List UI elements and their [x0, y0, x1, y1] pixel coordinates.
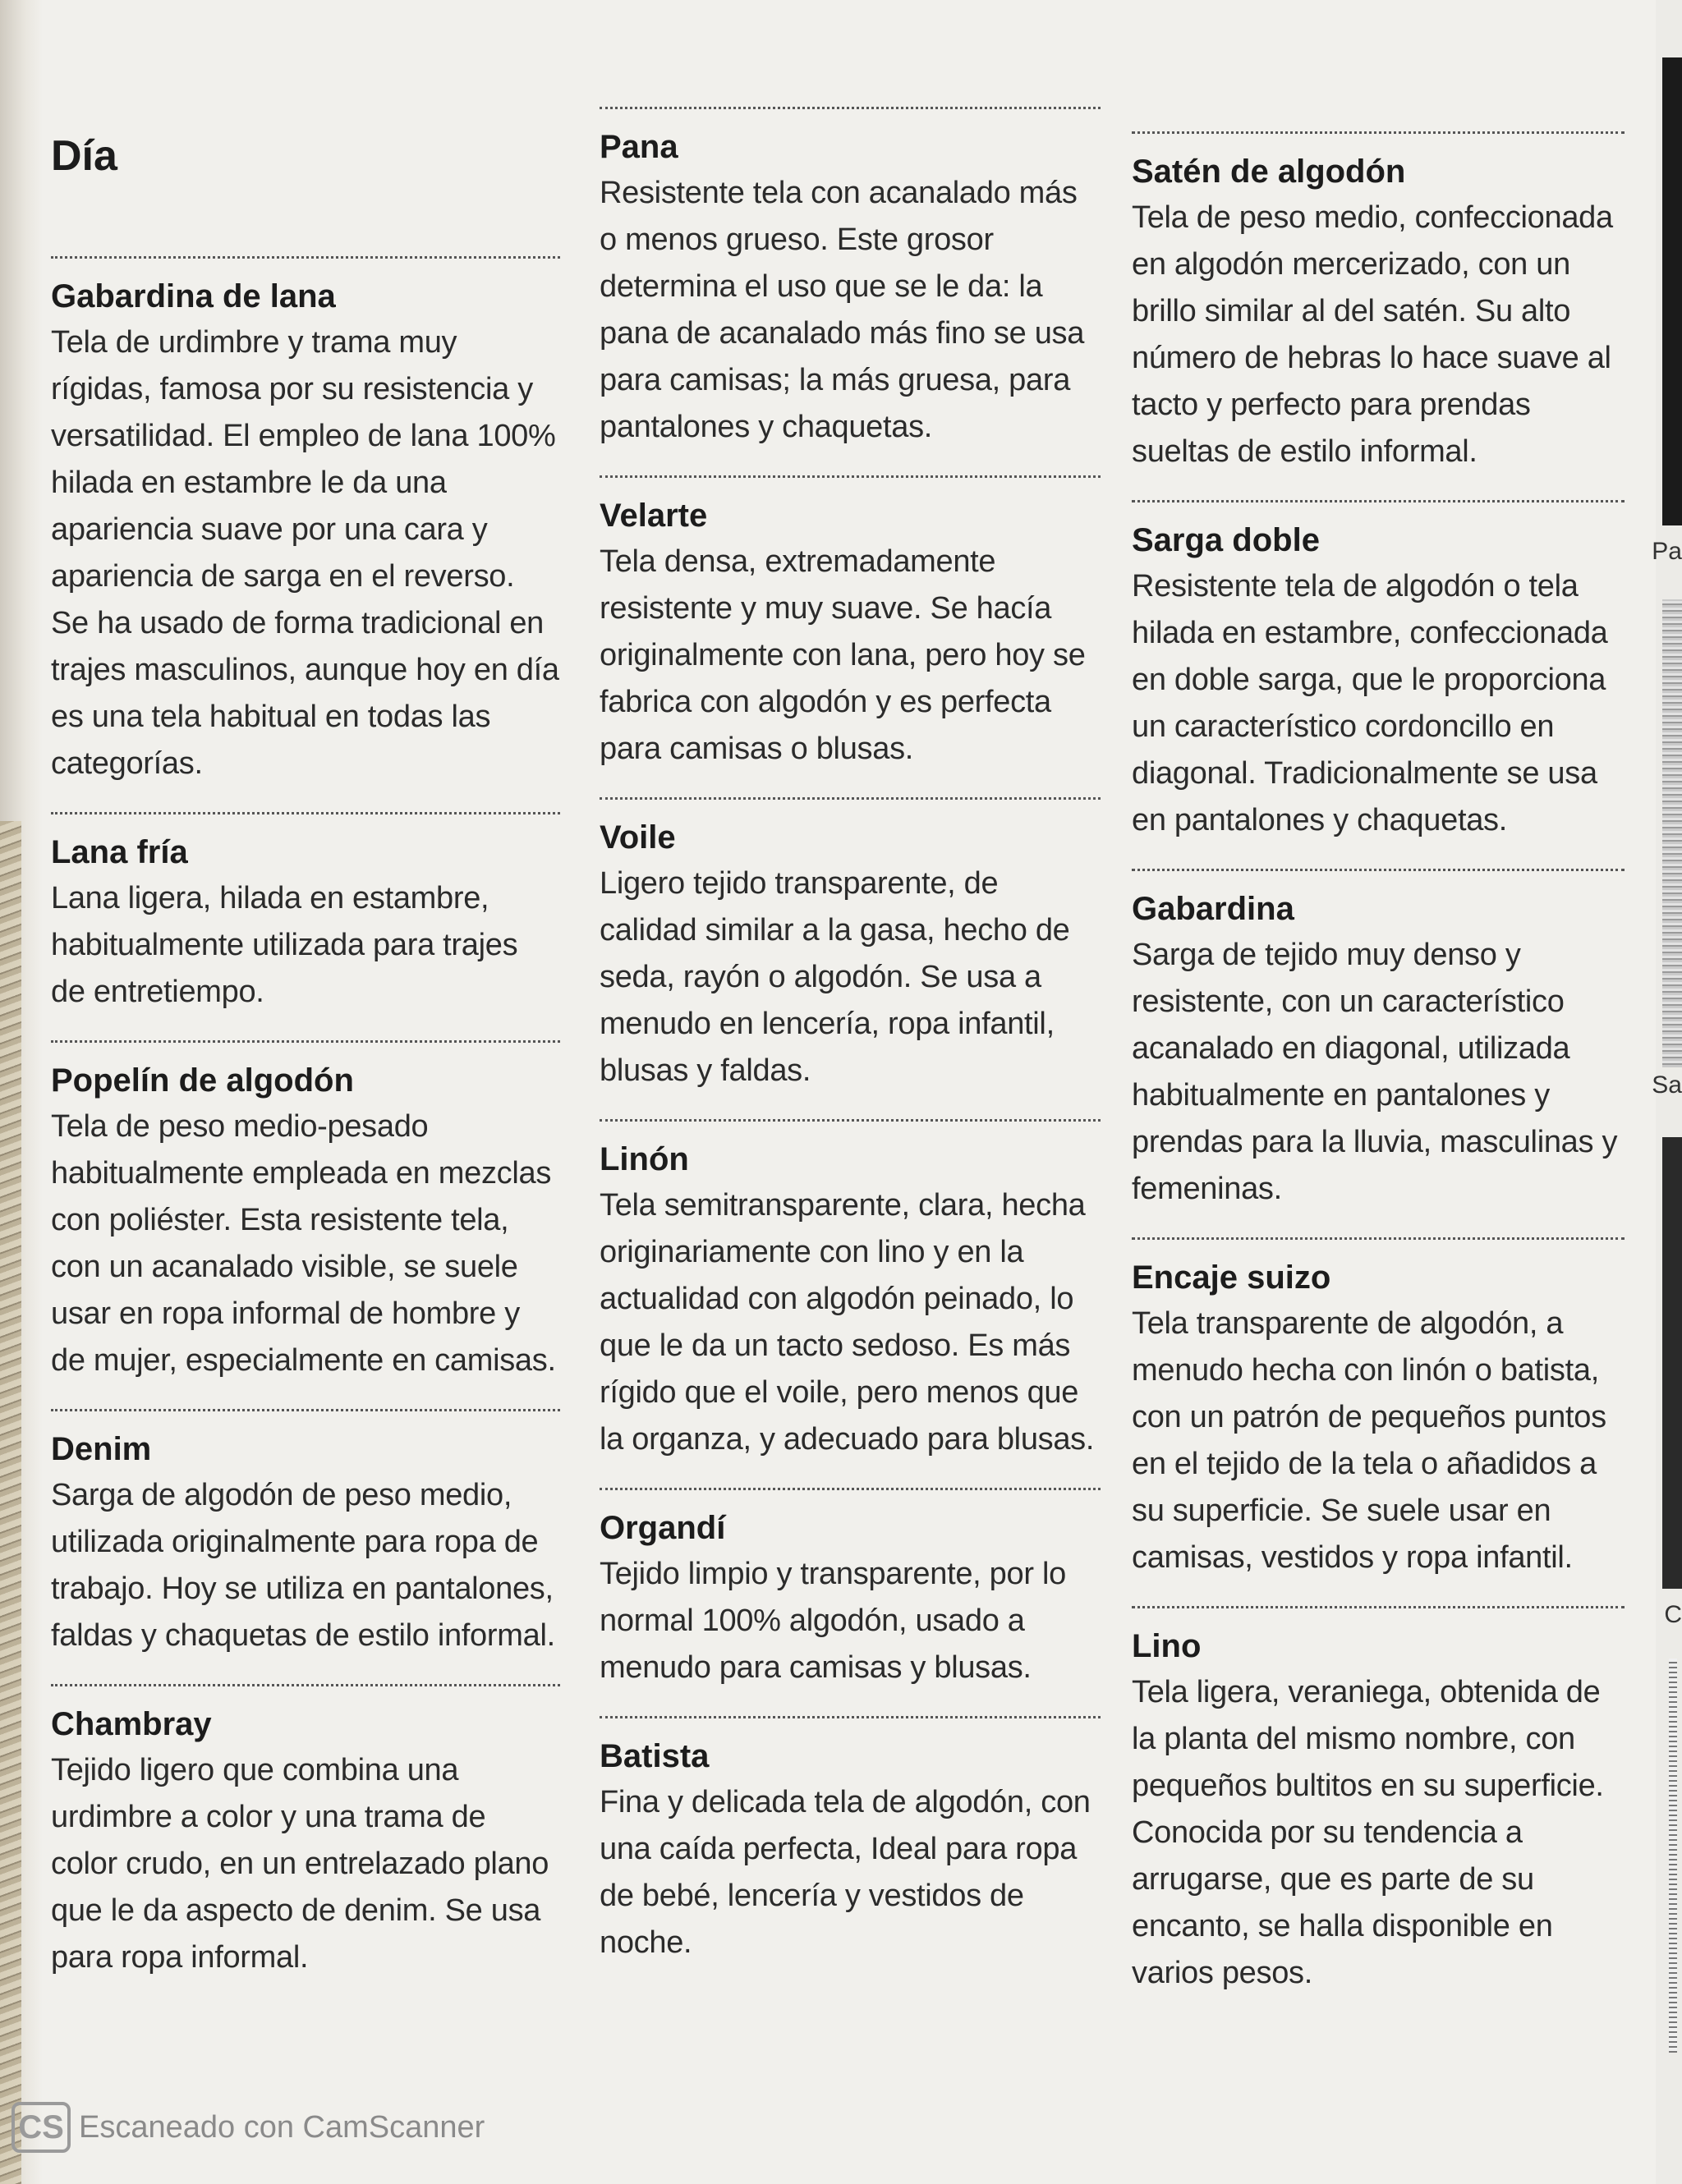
fabric-entry	[600, 1488, 1101, 1691]
fabric-description: Fina y delicada tela de algodón, con una caída perfecta, Ideal para ropa de bebé, lencería y vestidos de noche.	[600, 1785, 1091, 1960]
fabric-title: Popelín de algodón	[51, 1062, 354, 1099]
dotted-divider	[1132, 500, 1625, 502]
dotted-divider	[600, 1716, 1101, 1718]
dotted-divider	[51, 256, 560, 259]
fabric-entry	[51, 256, 560, 787]
fabric-entry	[600, 475, 1101, 773]
fabric-entry	[600, 107, 1101, 451]
fabric-title: Lana fría	[51, 834, 188, 870]
dotted-divider	[51, 1684, 560, 1686]
fabric-description: Tela de peso medio-pesado habitualmente empleada en mezclas con poliéster. Esta resistente tela, con un acanalado visible, se suele usar en ropa informal de hombre y de mujer, especialmente en camisas.	[51, 1109, 556, 1378]
column-2	[600, 107, 1101, 1991]
fabric-description: Tejido ligero que combina una urdimbre a color y una trama de color crudo, en un entrelazado plano que le da aspecto de denim. Se usa para ropa informal.	[51, 1753, 549, 1975]
fabric-description: Resistente tela con acanalado más o menos grueso. Este grosor determina el uso que se le da: la pana de acanalado más fino se usa para camisas; la más gruesa, para pantalones y chaquetas.	[600, 176, 1085, 444]
dotted-divider	[51, 812, 560, 814]
fabric-entry	[1132, 1606, 1625, 1997]
dotted-divider	[600, 107, 1101, 109]
fabric-title: Voile	[600, 819, 676, 856]
fabric-title: Lino	[1132, 1628, 1202, 1664]
camscanner-watermark	[11, 2100, 485, 2154]
fabric-title: Pana	[600, 129, 678, 165]
fabric-title: Batista	[600, 1738, 710, 1774]
fabric-title: Sarga doble	[1132, 522, 1320, 558]
dotted-divider	[600, 797, 1101, 800]
edge-letter: Sa	[1652, 1071, 1682, 1099]
fabric-entry	[51, 1040, 560, 1384]
fabric-description: Tela ligera, veraniega, obtenida de la planta del mismo nombre, con pequeños bultitos en su superficie. Conocida por su tendencia a arrugarse, que es parte de su encanto, se halla disponible en varios pesos.	[1132, 1675, 1604, 1990]
column-1	[51, 131, 560, 2006]
page-title: Día	[51, 132, 117, 180]
fabric-description: Tela transparente de algodón, a menudo hecha con linón o batista, con un patrón de pequeños puntos en el tejido de la tela o añadidos a su superficie. Se suele usar en camisas, vestidos y ropa infantil.	[1132, 1306, 1606, 1575]
fabric-title: Organdí	[600, 1510, 726, 1546]
fabric-description: Sarga de algodón de peso medio, utilizada originalmente para ropa de trabajo. Hoy se utiliza en pantalones, faldas y chaquetas de estilo informal.	[51, 1478, 555, 1653]
fabric-description: Tela densa, extremadamente resistente y muy suave. Se hacía originalmente con lana, pero hoy se fabrica con algodón y es perfecta para camisas o blusas.	[600, 544, 1086, 766]
fabric-entry	[51, 1684, 560, 1981]
fabric-description: Ligero tejido transparente, de calidad similar a la gasa, hecho de seda, rayón o algodón. Se usa a menudo en lencería, ropa infantil, blusas y faldas.	[600, 866, 1070, 1088]
dotted-divider	[1132, 131, 1625, 134]
dotted-divider	[600, 1488, 1101, 1490]
column-3	[1132, 131, 1625, 2021]
fabric-entry	[600, 1716, 1101, 1966]
fabric-description: Tela semitransparente, clara, hecha originariamente con lino y en la actualidad con algodón peinado, lo que le da un tacto sedoso. Es más rígido que el voile, pero menos que la organza, y adecuado para blusas.	[600, 1188, 1095, 1457]
fabric-description: Lana ligera, hilada en estambre, habitualmente utilizada para trajes de entretiempo.	[51, 881, 518, 1009]
fabric-title: Velarte	[600, 498, 708, 534]
edge-letter: C	[1664, 1601, 1682, 1628]
fabric-entry	[1132, 500, 1625, 844]
dotted-divider	[1132, 869, 1625, 871]
fabric-title: Chambray	[51, 1706, 212, 1742]
dotted-divider	[1132, 1606, 1625, 1608]
fabric-entry	[51, 1409, 560, 1659]
edge-letter: Pa	[1652, 538, 1682, 565]
fabric-entry	[1132, 131, 1625, 475]
dotted-divider	[51, 1040, 560, 1043]
dotted-divider	[600, 1119, 1101, 1122]
fabric-title: Gabardina	[1132, 891, 1294, 927]
fabric-description: Tela de peso medio, confeccionada en algodón mercerizado, con un brillo similar al del satén. Su alto número de hebras lo hace suave al tacto y perfecto para prendas sueltas de estilo informal.	[1132, 200, 1613, 469]
fabric-title: Satén de algodón	[1132, 154, 1406, 190]
camscanner-logo-icon: CS	[11, 2102, 71, 2153]
fabric-title: Denim	[51, 1431, 152, 1467]
fabric-description: Resistente tela de algodón o tela hilada en estambre, confeccionada en doble sarga, que le proporciona un característico cordoncillo en diagonal. Tradicionalmente se usa en pantalones y chaquetas.	[1132, 569, 1608, 837]
dotted-divider	[1132, 1237, 1625, 1240]
fabric-title: Gabardina de lana	[51, 278, 336, 314]
scan-binding-texture	[0, 821, 21, 2184]
next-page-swatch	[1662, 57, 1682, 525]
dotted-divider	[600, 475, 1101, 478]
next-page-swatch	[1669, 1659, 1677, 2053]
next-page-swatch	[1662, 599, 1682, 1067]
fabric-title: Encaje suizo	[1132, 1259, 1331, 1296]
fabric-description: Tela de urdimbre y trama muy rígidas, famosa por su resistencia y versatilidad. El empleo de lana 100% hilada en estambre le da una apariencia suave por una cara y apariencia de sarga en el reverso. Se ha usado de forma tradicional en trajes masculinos, aunque hoy en día es una tela habitual en todas las categorías.	[51, 325, 559, 781]
fabric-description: Tejido limpio y transparente, por lo normal 100% algodón, usado a menudo para camisas y blusas.	[600, 1557, 1066, 1685]
fabric-entry	[1132, 869, 1625, 1213]
fabric-description: Sarga de tejido muy denso y resistente, con un característico acanalado en diagonal, utilizada habitualmente en pantalones y prendas para la lluvia, masculinas y femeninas.	[1132, 938, 1618, 1206]
fabric-entry	[600, 797, 1101, 1094]
dotted-divider	[51, 1409, 560, 1411]
watermark-text: Escaneado con CamScanner	[79, 2109, 485, 2145]
next-page-swatch	[1662, 1137, 1682, 1589]
fabric-entry	[51, 812, 560, 1016]
fabric-entry	[600, 1119, 1101, 1463]
fabric-entry	[1132, 1237, 1625, 1581]
fabric-title: Linón	[600, 1141, 689, 1177]
